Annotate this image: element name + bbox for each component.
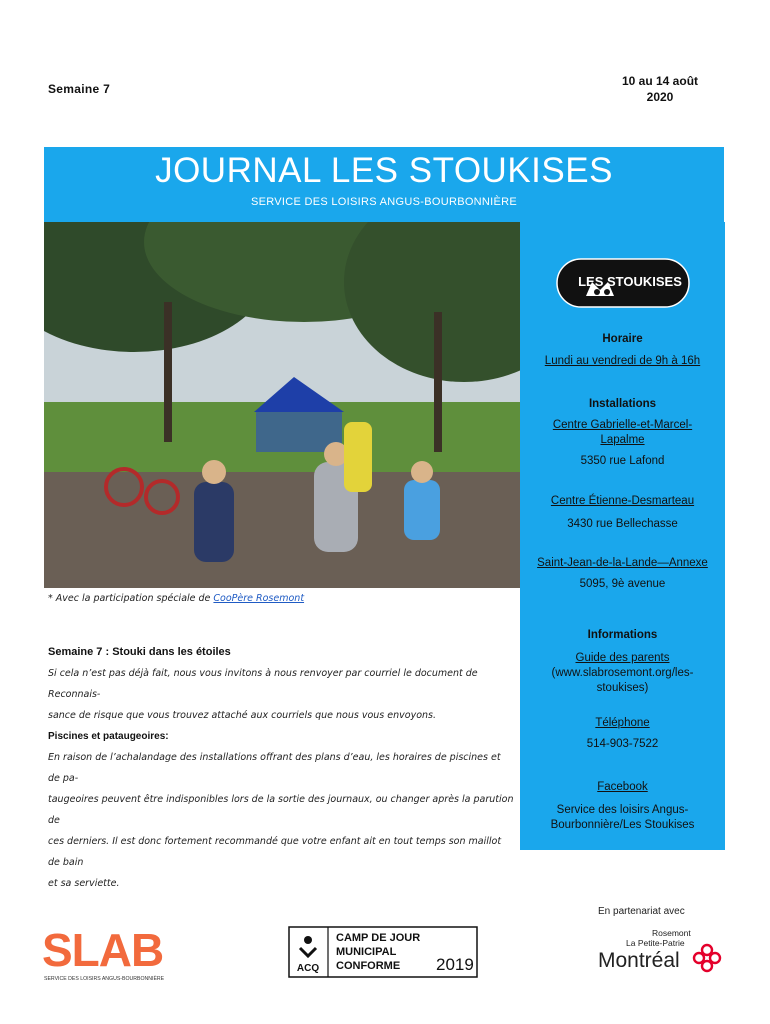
installation-1-address: 5350 rue Lafond <box>580 455 665 467</box>
article-paragraph-2-line3: ces derniers. Il est donc fortement recommandé que votre enfant ait en tout temps son maillot de bain <box>48 836 502 868</box>
slab-wordmark: SLAB <box>42 924 164 976</box>
photo-caption <box>48 593 304 604</box>
article-paragraph-2-line1: En raison de l’achalandage des installations offrant des plans d’eau, les horaires de piscines et de pa- <box>48 752 501 784</box>
camp-year: 2019 <box>436 955 474 974</box>
installation-3-address: 5095, 9è avenue <box>579 578 666 590</box>
city-name: Montréal <box>598 949 680 972</box>
camp-line1: CAMP DE JOUR <box>336 932 421 944</box>
camp-line2: MUNICIPAL <box>336 946 397 958</box>
phone-label: Téléphone <box>595 717 650 729</box>
partner-text: En partenariat avec <box>598 906 685 917</box>
montreal-flower-icon <box>694 945 720 971</box>
facebook-page-line1: Service des loisirs Angus- <box>556 804 689 816</box>
facebook-page-line2: Bourbonnière/Les Stoukises <box>550 819 695 831</box>
acq-label: ACQ <box>296 963 320 974</box>
article-paragraph-1-line1: Si cela n’est pas déjà fait, nous vous invitons à nous renvoyer par courriel le document de Reconnais- <box>48 668 478 700</box>
camp-conforme-badge <box>288 926 478 978</box>
slab-logo <box>42 924 202 984</box>
camp-photo <box>44 222 520 588</box>
journal-title: JOURNAL LES STOUKISES <box>155 151 613 190</box>
pools-heading: Piscines et pataugeoires: <box>48 731 169 742</box>
logo-wordmark: LES STOUKISES <box>578 274 682 289</box>
parents-guide-link[interactable]: Guide des parents <box>575 652 670 664</box>
article-paragraph-2-line4: et sa serviette. <box>48 878 120 889</box>
informations-section <box>520 628 725 833</box>
journal-subtitle: SERVICE DES LOISIRS ANGUS-BOURBONNIÈRE <box>250 196 518 208</box>
stoukises-logo <box>556 258 690 308</box>
borough-line1: Rosemont <box>652 928 691 938</box>
montreal-partner-logo <box>596 904 726 984</box>
installations-section <box>520 397 725 592</box>
installation-1-name-line1: Centre Gabrielle-et-Marcel- <box>552 419 693 431</box>
installation-2-address: 3430 rue Bellechasse <box>567 518 678 530</box>
installation-1-name-line2: Lapalme <box>600 434 645 446</box>
article-paragraph-1-line2: sance de risque que vous trouvez attaché aux courriels que nous vous envoyons. <box>48 710 436 721</box>
caption-text: * Avec la participation spéciale de <box>48 593 214 604</box>
week-label: Semaine 7 <box>48 82 111 96</box>
schedule-heading: Horaire <box>602 333 643 345</box>
schedule-section <box>520 332 725 369</box>
date-range <box>600 73 720 105</box>
camp-line3: CONFORME <box>336 960 401 972</box>
installation-3-name: Saint-Jean-de-la-Lande—Annexe <box>537 557 708 569</box>
slab-tagline: SERVICE DES LOISIRS ANGUS-BOURBONNIÈRE <box>44 976 165 982</box>
date-range-line1: 10 au 14 août <box>621 74 699 88</box>
info-sidebar <box>520 222 725 850</box>
facebook-link[interactable]: Facebook <box>597 781 648 793</box>
date-range-year: 2020 <box>646 90 674 104</box>
phone-number: 514-903-7522 <box>586 738 659 750</box>
installations-heading: Installations <box>588 398 657 410</box>
article <box>48 642 514 894</box>
informations-heading: Informations <box>587 629 658 641</box>
borough-line2: La Petite-Patrie <box>626 938 685 948</box>
parents-guide-url-line1: (www.slabrosemont.org/les- <box>551 667 694 679</box>
installation-2-name: Centre Étienne-Desmarteau <box>550 495 695 507</box>
article-title: Semaine 7 : Stouki dans les étoiles <box>48 646 231 658</box>
schedule-text: Lundi au vendredi de 9h à 16h <box>544 355 701 367</box>
coopere-link[interactable]: CooPère Rosemont <box>213 593 305 604</box>
parents-guide-url-line2: stoukises) <box>596 682 649 694</box>
article-paragraph-2-line2: taugeoires peuvent être indisponibles lors de la sortie des journaux, ou changer après la parution de <box>48 794 514 826</box>
title-banner <box>44 147 724 223</box>
